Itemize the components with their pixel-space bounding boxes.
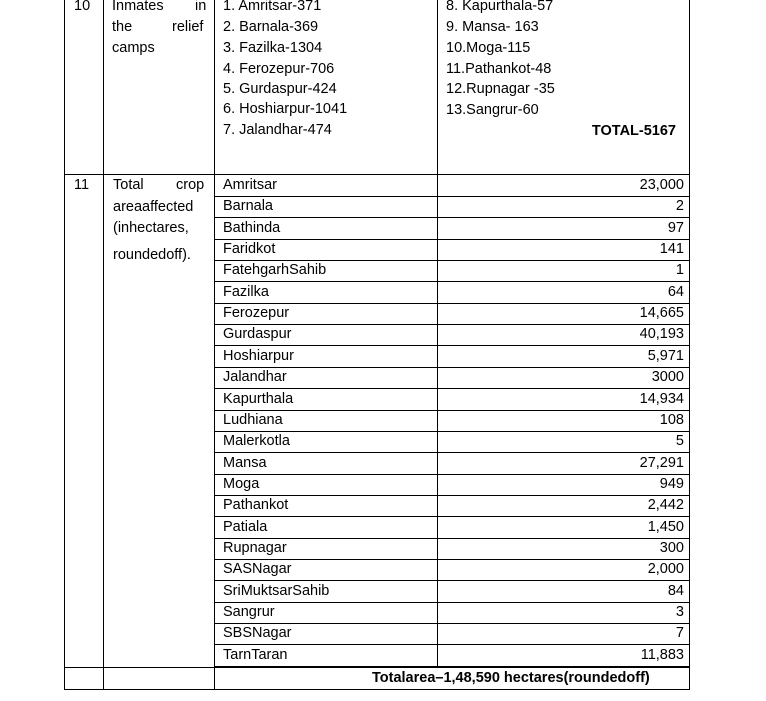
district-area-value: 40,193 [639,326,684,343]
table-row [215,517,690,538]
table-row [215,260,690,281]
list-item: 2. Barnala-369 [223,19,319,35]
total-crop-area: Totalarea–1,48,590 hectares(roundedoff) [372,670,650,686]
table-row [215,538,690,559]
list-item: 12.Rupnagar -35 [446,81,555,97]
district-area-value: 2 [675,198,684,215]
district-name: Hoshiarpur [223,347,294,364]
table-row [215,581,690,602]
list-item: 4. Ferozepur-706 [223,61,335,77]
row10-sno: 10 [74,0,91,14]
column-divider [437,346,438,367]
district-name: Ludhiana [223,411,283,428]
district-name: Fazilka [223,283,269,300]
table-row [215,303,690,324]
list-item: 9. Mansa- 163 [446,19,539,35]
column-divider [437,581,438,602]
table-row [215,282,690,303]
column-divider [437,538,438,559]
district-name: Pathankot [223,497,289,514]
table-border-mid [437,0,438,175]
district-area-value: 2,442 [647,497,684,514]
district-area-value: 1,450 [647,518,684,535]
row-divider [215,666,690,667]
district-name: Gurdaspur [223,326,292,343]
row10-label-word: the [112,19,133,35]
district-name: SBSNagar [223,625,292,642]
column-divider [437,260,438,281]
district-name: Ferozepur [223,305,290,322]
table-border-bottom [64,689,690,690]
district-area-value: 97 [667,219,684,236]
table-row [215,346,690,367]
list-item: 1. Amritsar-371 [223,0,322,14]
district-name: Patiala [223,518,268,535]
column-divider [437,623,438,644]
column-divider [437,239,438,260]
district-name: Faridkot [223,241,276,258]
district-name: Kapurthala [223,390,294,407]
district-area-value: 3000 [651,369,684,386]
district-name: SASNagar [223,561,292,578]
column-divider [437,196,438,217]
table-row [215,431,690,452]
district-name: Malerkotla [223,433,290,450]
district-area-value: 14,665 [639,305,684,322]
list-item: 11.Pathankot-48 [446,61,552,77]
district-area-value: 23,000 [639,177,684,193]
row10-label-word: camps [112,40,155,56]
column-divider [437,431,438,452]
table-row [215,324,690,345]
district-name: FatehgarhSahib [223,262,327,279]
list-item: 6. Hoshiarpur-1041 [223,101,348,117]
table-row [215,410,690,431]
district-area-value: 14,934 [639,390,684,407]
column-divider [437,602,438,623]
column-divider [437,389,438,410]
district-area-value: 300 [659,539,684,556]
column-divider [437,282,438,303]
district-area-value: 2,000 [647,561,684,578]
district-area-value: 11,883 [640,646,684,663]
column-divider [437,453,438,474]
list-item: 8. Kapurthala-57 [446,0,554,14]
table-row [215,196,690,217]
list-item: 13.Sangrur-60 [446,102,539,118]
district-name: Bathinda [223,219,281,236]
district-area-value: 3 [675,604,684,620]
relief-camps-total: TOTAL-5167 [591,123,676,139]
list-item: 10.Moga-115 [446,40,531,56]
column-divider [437,218,438,239]
column-divider [437,517,438,538]
column-divider [437,324,438,345]
table-row [215,645,690,666]
table-row [215,175,690,196]
district-area-value: 7 [675,625,684,642]
row11-label-word: crop [176,177,205,193]
column-divider [437,410,438,431]
district-area-value: 5,971 [647,347,684,364]
district-area-value: 141 [659,241,684,258]
column-divider [437,303,438,324]
column-divider [437,495,438,516]
district-name: Mansa [223,454,267,471]
table-row [215,474,690,495]
district-area-value: 64 [667,283,684,300]
list-item: 5. Gurdaspur-424 [223,81,337,97]
row11-sno: 11 [74,177,90,193]
table-row [215,453,690,474]
district-area-value: 108 [659,411,684,428]
row11-label-word: (inhectares, [113,220,189,236]
table-row [215,367,690,388]
column-divider [437,367,438,388]
row11-label-word: Total [113,177,144,193]
district-area-value: 949 [659,475,684,492]
district-area-value: 84 [667,582,684,599]
district-name: Rupnagar [223,539,287,556]
table-row [215,239,690,260]
district-name: SriMuktsarSahib [223,582,330,599]
district-name: Amritsar [223,177,277,193]
list-item: 3. Fazilka-1304 [223,40,323,56]
table-row [215,559,690,580]
district-area-value: 27,291 [639,454,684,471]
table-border-left [64,0,65,690]
table-row [215,602,690,623]
district-area-value: 5 [675,433,684,450]
district-name: Moga [223,475,260,492]
district-name: Jalandhar [223,369,287,386]
district-name: Barnala [223,198,273,215]
column-divider [437,175,438,196]
row10-label-word: in [195,0,207,14]
row11-label-word: roundedoff). [113,247,191,263]
district-area-value: 1 [675,262,684,279]
row10-label-word: Inmates [112,0,164,14]
column-divider [437,645,438,666]
district-name: TarnTaran [223,646,288,663]
row10-label-word: relief [172,19,204,35]
column-divider [437,474,438,495]
table-row [215,623,690,644]
table-border-sno [103,0,104,690]
list-item: 7. Jalandhar-474 [223,122,332,138]
table-row [215,495,690,516]
table-row [215,389,690,410]
column-divider [437,559,438,580]
district-name: Sangrur [223,604,275,620]
table-row [215,218,690,239]
row11-label-word: areaaffected [113,199,194,215]
